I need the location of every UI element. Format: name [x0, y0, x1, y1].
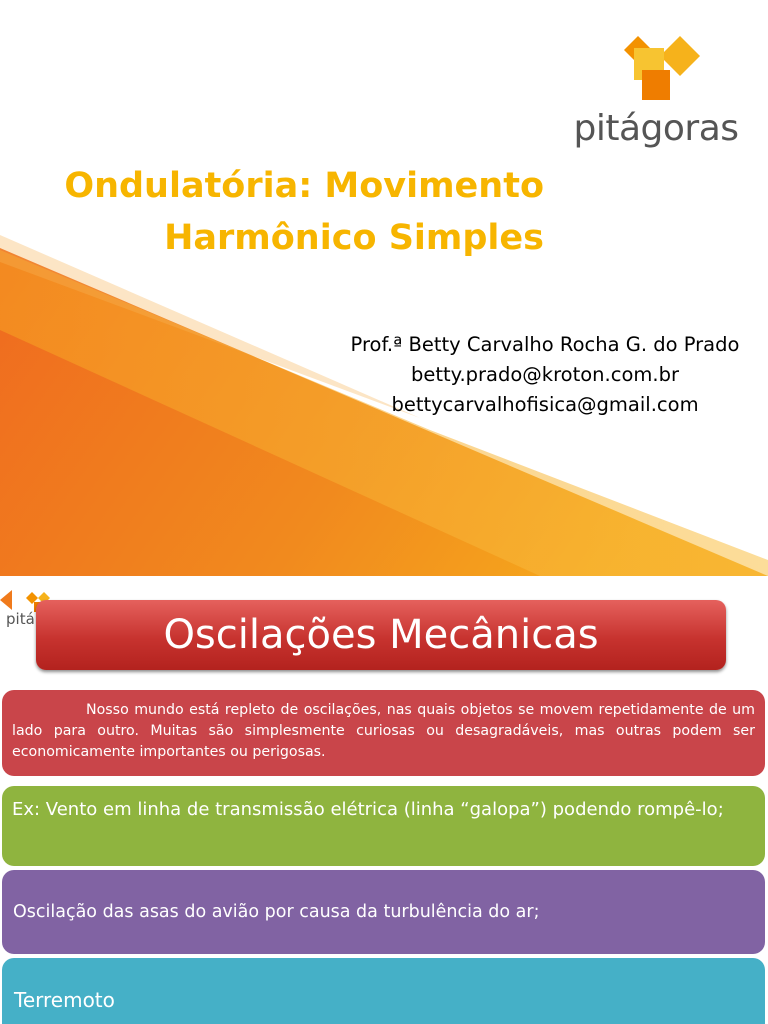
example-box-2: [2, 870, 765, 954]
title-line-1: Ondulatória: Movimento: [64, 166, 544, 206]
example-box-1: [2, 786, 765, 866]
example-3-text: Terremoto: [14, 988, 115, 1012]
mini-brand-text: pitá: [6, 610, 35, 628]
author-email-work: betty.prado@kroton.com.br: [411, 363, 679, 386]
section-title: Oscilações Mecânicas: [36, 600, 726, 670]
slide-title: [64, 160, 544, 264]
example-box-3: [2, 958, 765, 1024]
example-1-text: Ex: Vento em linha de transmissão elétrica (linha “galopa”) podendo rompê-lo;: [12, 799, 724, 820]
content-slide: [0, 576, 768, 1024]
author-email-personal: bettycarvalhofisica@gmail.com: [391, 393, 699, 416]
example-2-text: Oscilação das asas do avião por causa da turbulência do ar;: [13, 902, 540, 922]
intro-paragraph-box: [2, 690, 765, 776]
author-name: Prof.ª Betty Carvalho Rocha G. do Prado: [350, 333, 740, 356]
brand-wordmark: pitágoras: [573, 108, 739, 149]
title-line-2: Harmônico Simples: [164, 218, 544, 258]
intro-paragraph: Nosso mundo está repleto de oscilações, nas quais objetos se movem repetidamente de um lado para outro. Muitas são simplesmente curiosas ou desagradáveis, mas outras podem ser economicamente importantes ou perigosas.: [12, 702, 755, 760]
author-block: [330, 330, 760, 420]
